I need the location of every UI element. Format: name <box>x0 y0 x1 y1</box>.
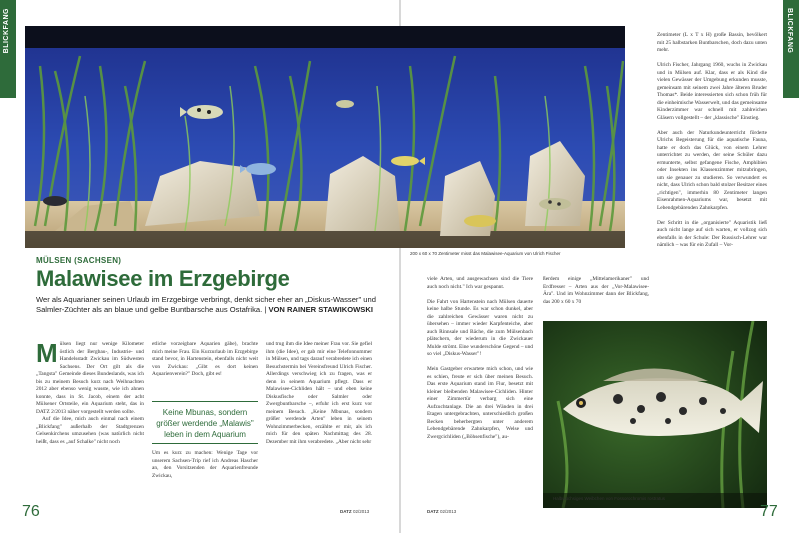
byline: VON RAINER STAWIKOWSKI <box>268 305 373 315</box>
footer-brand: DATZ <box>427 509 439 514</box>
body-column-6: Zentimeter (L x T x H) große Bassin, bevölkert mit 25 halbstarken Buntbarschen, doch dazu unten mehr. Ulrich Fischer, Jahrgang 1960, wuchs in Zwickau und in Mülsen auf. Klar, dass er als Kind die vielen Gewässer der Umgebung erkunden musste, gemeinsam mit seinem zwei Jahre älteren Bruder Thomas*. Beide interessierten sich schon früh für die einheimische Wasserwelt, und das gemeinsame Kinderzimmer war schnell mit zahlreichen Gläsern vollgestellt – der „klassische" Einstieg. Aber auch der Naturkundeunterricht förderte Ulrichs Begeisterung für die aquatische Fauna, hatte er doch das Glück, von einem Lehrer unterrichtet zu werden, der seine Schüler dazu ermunterte, selbst gefangene Fische, Amphibien oder Insekten ins Klassenzimmer mitzubringen, um sie genauer zu studieren. So verwundert es nicht, dass Ulrich schon bald stolzer Besitzer eines „richtigen", immerhin 80 Zentimeter langen Eisenrahmen-Aquariums war, besetzt mit Lebendgebärenden Zahnkarpfen. Der Schritt in die „organisierte" Aquaristik ließ auch nicht lange auf sich warten, er vollzog sich ebenfalls in der Schule: Der Russisch-Lehrer war nämlich – was für ein Zufall – Vor- <box>657 32 767 248</box>
footer-issue: 02/2013 <box>439 509 457 514</box>
main-photo-caption: 200 x 60 x 70 Zentimeter misst das Malawisee-Aquarium von Ulrich Fischer <box>410 251 561 256</box>
aquarium-illustration <box>25 26 625 248</box>
pull-quote-rule-top <box>152 401 258 402</box>
section-tab-left <box>0 0 16 98</box>
pull-quote-rule-bottom <box>152 443 258 444</box>
pull-quote: Keine Mbunas, sondern größer werdende „Malawis" leben in dem Aquarium <box>156 408 254 439</box>
body-column-5: ßerdem einige „Mittelamerikaner" und Erdfresser – Arten aus der „Vor-Malawisee-Ära". Und im Wohnzimmer dann der Blickfang, das 200 x 60 x 70 <box>543 276 649 305</box>
article-lead: Wer als Aquarianer seinen Urlaub im Erzgebirge verbringt, denkt sicher eher an „Diskus-Wasser" und Salmler-Züchter als an blaue und gelbe Buntbarsche aus Ostafrika. | VON RAINER STAWIKOWSKI <box>36 295 376 315</box>
footer-left <box>340 509 369 514</box>
fish-photo <box>543 321 767 508</box>
aquarium-photo <box>25 26 625 248</box>
drop-cap: M <box>36 338 58 368</box>
body-column-2b: Um es kurz zu machen: Wenige Tage vor unserem Sachsen-Trip rief ich Andreas Hascher an, den Vorsitzenden der Aquarienfreunde Zwickau, <box>152 450 258 479</box>
section-tab-right <box>783 0 799 98</box>
col1-para1: ülsen liegt nur wenige Kilometer östlich der Bergbau-, Industrie- und Handelsstadt Zwickau im Südwesten Sachsens. Der Ort gilt als die „Tangsta" Gemeinde dieses Bundeslands, was ich bis zu meinem Besuch kurz nach Weihnachten 2012 aber ebenso wenig wusste, wie ich ahnen konnte, dass in St. Jacob, einem der acht Mülsener Ortsteile, ein Aquarium steht, das in DATZ 2/2013 näher vorgestellt werden sollte. <box>36 341 144 415</box>
body-column-2a: etliche vorzeigbare Aquarien gäbe), brachte mich meine Frau. Ein Kurzurlaub im Erzgebirge stand bevor, in Hartenstein, ebenfalls nicht weit von Zwickau: „Gibt es dort keinen Aquarienverein?" Doch, gibt es! <box>152 341 258 377</box>
col1-para2: Auf die Idee, mich auch einmal nach einem „Blickfang" außerhalb der Stadtgrenzen Gelsenkirchens umzusehen (was natürlich nicht heißt, dass es „auf Schalke" nicht noch <box>36 416 144 445</box>
article-headline: Malawisee im Erzgebirge <box>36 266 290 291</box>
body-column-1 <box>36 338 144 446</box>
footer-right <box>427 509 456 514</box>
body-column-4: viele Arten, und ausgewachsen sind die Tiere auch noch nicht." Ich war gespannt. Die Fahrt von Hartenstein nach Mülsen dauerte keine halbe Stunde. Es war schon dunkel, aber die zahlreichen Gewässer waren nicht zu übersehen – immer wieder Karpfenteiche, aber auch Rinnsale und Bäche, die zum Mülsenbach plätschern, der wiederum in die Zwickauer Mulde strömt. Eine wunderschöne Gegend – und so viel „Diskus-Wasser"! Mein Gastgeber erwartete mich schon, und wie es schien, freute er sich über meinen Besuch. Das erste Aquarium stand im Flur, besetzt mit kleiner bleibenden Malawisee-Cichliden. Hinter einer Zimmertür verbarg sich eine Aufzuchtanlage. Die an drei Wänden in drei Etagen untergebrachten, unterschiedlich großen Becken beherbergten unter anderem Lebendgebärende Zahnkarpfen, Welse und Zwergcichliden („Böhsenfische"), au- <box>427 276 533 440</box>
article-kicker: MÜLSEN (SACHSEN) <box>36 256 122 265</box>
footer-issue: 02/2013 <box>352 509 370 514</box>
page-number-left: 76 <box>22 503 40 520</box>
page-number-right: 77 <box>760 503 778 520</box>
fish-illustration <box>543 321 767 508</box>
lead-text: Wer als Aquarianer seinen Urlaub im Erzgebirge verbringt, denkt sicher eher an „Diskus-Wasser" und Salmler-Züchter als an blaue und gelbe Buntbarsche aus Ostafrika. <box>36 295 376 315</box>
section-tab-label: BLICKFANG <box>786 8 793 54</box>
section-tab-label: BLICKFANG <box>3 8 10 54</box>
body-column-3: und trug ihm die Idee meiner Frau vor. Sie gefiel ihm (die Idee), er gab mir eine Telefonnummer in Mülsen, und tags darauf verabredete ich einen Besuchstermin bei Vereinsfreund Ulrich Fischer. Allerdings verschwieg ich zu fragen, was er denn in seinem Aquarium pflegt. Dass er Malawisee-Cichliden hält – und eben keine Diskusfische oder Salmler oder Zwergbuntbarsche –, erfuhr ich erst kurz vor meinem Besuch. „Keine Mbunas, sondern größer werdende Arten" leben in seinem Wohnzimmerbecken, erzählte er mir, als ich mich für den späten Nachmittag des 28. Dezember mit ihm verabredete. „Aber nicht sehr <box>266 341 372 445</box>
fish-photo-caption: Halbwüchsiges Weibchen von Fossorochromis rostratus <box>553 496 665 501</box>
footer-brand: DATZ <box>340 509 352 514</box>
